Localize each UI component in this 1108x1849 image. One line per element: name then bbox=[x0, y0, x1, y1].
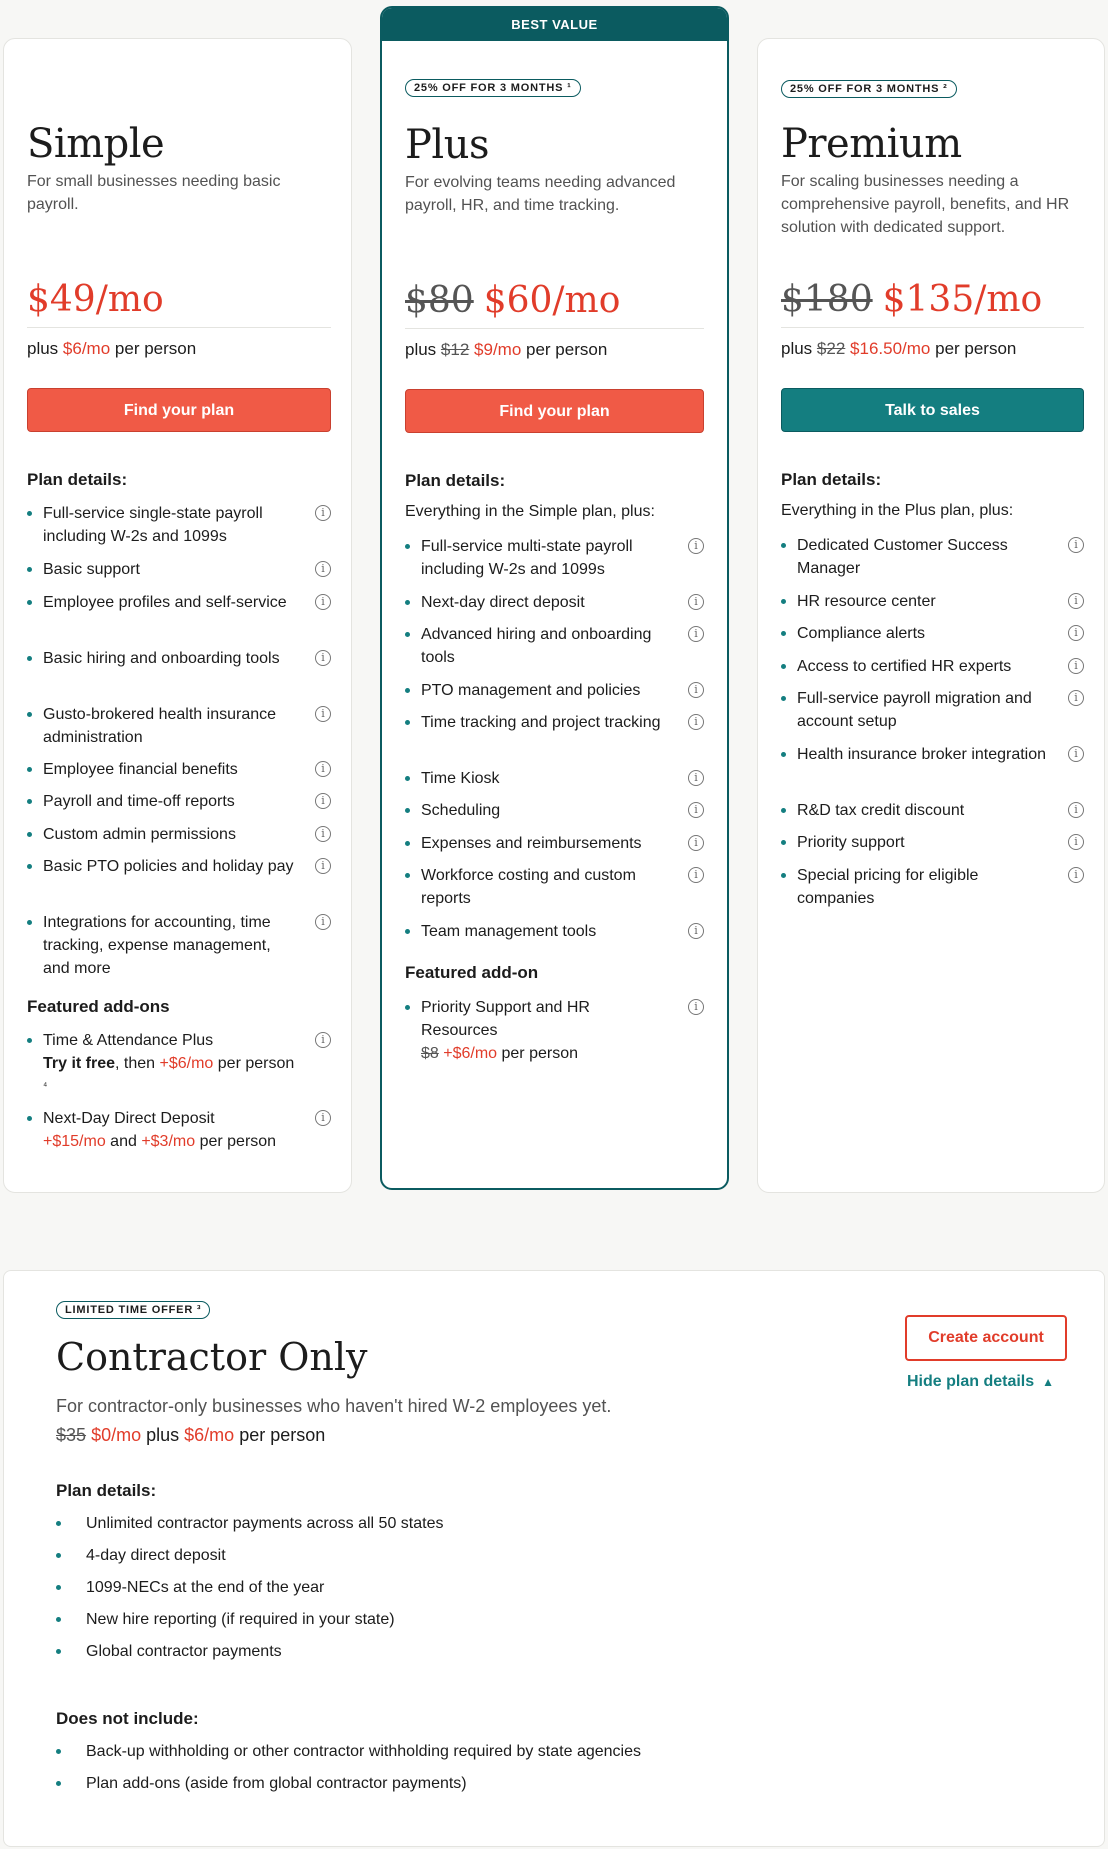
list-item: Priority support i bbox=[781, 831, 1084, 854]
info-circle-icon[interactable]: i bbox=[1068, 690, 1084, 706]
bullet-dot-icon bbox=[56, 1521, 61, 1526]
plan-details-heading: Plan details: bbox=[781, 470, 882, 489]
bullet-dot-icon bbox=[27, 511, 32, 516]
list-item: New hire reporting (if required in your state) bbox=[56, 1608, 443, 1640]
create-account-button[interactable]: Create account bbox=[905, 1315, 1067, 1361]
list-item: Employee financial benefits i bbox=[27, 758, 331, 781]
list-item: Unlimited contractor payments across all 50 states bbox=[56, 1512, 443, 1544]
contractor-subtitle: For contractor-only businesses who haven't hired W-2 employees yet. bbox=[56, 1396, 612, 1416]
list-item: Basic PTO policies and holiday pay i bbox=[27, 855, 331, 878]
bullet-dot-icon bbox=[781, 808, 786, 813]
plan-description: For scaling businesses needing a comprehensive payroll, benefits, and HR solution with dedicated support. bbox=[781, 173, 1070, 236]
plan-details-heading: Plan details: bbox=[56, 1481, 157, 1500]
info-circle-icon[interactable]: i bbox=[315, 761, 331, 777]
list-item: Next-Day Direct Deposit +$15/mo and +$3/mo per person i bbox=[27, 1107, 331, 1153]
info-circle-icon[interactable]: i bbox=[315, 561, 331, 577]
plan-price: $180 $135/mo bbox=[781, 279, 1043, 320]
bullet-dot-icon bbox=[781, 752, 786, 757]
plan-price: $80 $60/mo bbox=[405, 280, 621, 321]
list-item: 1099-NECs at the end of the year bbox=[56, 1576, 443, 1608]
list-item: Workforce costing and custom reports i bbox=[405, 864, 704, 910]
list-item: Special pricing for eligible companies i bbox=[781, 864, 1084, 910]
info-circle-icon[interactable]: i bbox=[1068, 593, 1084, 609]
bullet-dot-icon bbox=[27, 567, 32, 572]
info-circle-icon[interactable]: i bbox=[315, 858, 331, 874]
bullet-dot-icon bbox=[405, 544, 410, 549]
list-item: Access to certified HR experts i bbox=[781, 655, 1084, 678]
bullet-dot-icon bbox=[56, 1553, 61, 1558]
info-circle-icon[interactable]: i bbox=[688, 626, 704, 642]
bullet-dot-icon bbox=[27, 656, 32, 661]
plan-price: $49/mo bbox=[27, 279, 164, 320]
contractor-excludes-list bbox=[56, 1740, 641, 1804]
best-value-banner: BEST VALUE bbox=[382, 8, 727, 41]
info-circle-icon[interactable]: i bbox=[688, 867, 704, 883]
bullet-dot-icon bbox=[27, 799, 32, 804]
excludes-heading: Does not include: bbox=[56, 1709, 199, 1728]
info-circle-icon[interactable]: i bbox=[1068, 746, 1084, 762]
bullet-dot-icon bbox=[56, 1749, 61, 1754]
plan-name: Plus bbox=[405, 122, 489, 168]
info-circle-icon[interactable]: i bbox=[688, 538, 704, 554]
bullet-dot-icon bbox=[27, 1038, 32, 1043]
info-circle-icon[interactable]: i bbox=[688, 999, 704, 1015]
info-circle-icon[interactable]: i bbox=[315, 505, 331, 521]
bullet-dot-icon bbox=[405, 720, 410, 725]
info-circle-icon[interactable]: i bbox=[315, 793, 331, 809]
list-item: Time tracking and project tracking i bbox=[405, 711, 704, 734]
plan-intro: Everything in the Simple plan, plus: bbox=[405, 503, 655, 520]
list-item: Basic support i bbox=[27, 558, 331, 581]
bullet-dot-icon bbox=[405, 776, 410, 781]
list-item: Compliance alerts i bbox=[781, 622, 1084, 645]
list-item: Scheduling i bbox=[405, 799, 704, 822]
list-item: Time Kiosk i bbox=[405, 767, 704, 790]
info-circle-icon[interactable]: i bbox=[1068, 537, 1084, 553]
hide-plan-details-link[interactable]: Hide plan details ▲ bbox=[907, 1373, 1055, 1390]
list-item: HR resource center i bbox=[781, 590, 1084, 613]
list-item: R&D tax credit discount i bbox=[781, 799, 1084, 822]
list-item: Plan add-ons (aside from global contractor payments) bbox=[56, 1772, 641, 1804]
bullet-dot-icon bbox=[781, 543, 786, 548]
bullet-dot-icon bbox=[781, 873, 786, 878]
bullet-dot-icon bbox=[405, 873, 410, 878]
info-circle-icon[interactable]: i bbox=[688, 802, 704, 818]
bullet-dot-icon bbox=[27, 600, 32, 605]
bullet-dot-icon bbox=[56, 1781, 61, 1786]
list-item: Integrations for accounting, time tracking, expense management, and more i bbox=[27, 911, 331, 980]
discount-badge: 25% OFF FOR 3 MONTHS ¹ bbox=[405, 79, 581, 97]
bullet-dot-icon bbox=[405, 841, 410, 846]
bullet-dot-icon bbox=[405, 929, 410, 934]
list-item: Gusto-brokered health insurance administration i bbox=[27, 703, 331, 749]
info-circle-icon[interactable]: i bbox=[315, 594, 331, 610]
plan-card-plus bbox=[380, 6, 729, 1190]
plan-name: Simple bbox=[27, 121, 165, 167]
list-item: Full-service multi-state payroll including W-2s and 1099s i bbox=[405, 535, 704, 581]
bullet-dot-icon bbox=[781, 631, 786, 636]
info-circle-icon[interactable]: i bbox=[688, 835, 704, 851]
list-item: Full-service single-state payroll including W-2s and 1099s i bbox=[27, 502, 331, 548]
per-person-price: plus $22 $16.50/mo per person bbox=[781, 339, 1017, 358]
info-circle-icon[interactable]: i bbox=[688, 594, 704, 610]
list-item: Health insurance broker integration i bbox=[781, 743, 1084, 766]
info-circle-icon[interactable]: i bbox=[315, 1032, 331, 1048]
contractor-price: $35 $0/mo plus $6/mo per person bbox=[56, 1425, 326, 1445]
bullet-dot-icon bbox=[405, 808, 410, 813]
list-item: Payroll and time-off reports i bbox=[27, 790, 331, 813]
plan-description: For evolving teams needing advanced payroll, HR, and time tracking. bbox=[405, 174, 676, 214]
list-item: 4-day direct deposit bbox=[56, 1544, 443, 1576]
addons-heading: Featured add-ons bbox=[27, 997, 170, 1016]
plan-card-premium bbox=[757, 38, 1105, 1193]
bullet-dot-icon bbox=[27, 864, 32, 869]
plan-details-heading: Plan details: bbox=[27, 470, 128, 489]
bullet-dot-icon bbox=[27, 712, 32, 717]
info-circle-icon[interactable]: i bbox=[688, 714, 704, 730]
plan-details-heading: Plan details: bbox=[405, 471, 506, 490]
find-plan-button[interactable]: Find your plan bbox=[27, 388, 331, 432]
bullet-dot-icon bbox=[405, 688, 410, 693]
list-item: PTO management and policies i bbox=[405, 679, 704, 702]
list-item: Employee profiles and self-service i bbox=[27, 591, 331, 614]
per-person-price: plus $12 $9/mo per person bbox=[405, 340, 608, 359]
list-item: Expenses and reimbursements i bbox=[405, 832, 704, 855]
list-item: Time & Attendance Plus Try it free, then +$6/mo per person $^{^4}$ i bbox=[27, 1029, 331, 1102]
bullet-dot-icon bbox=[27, 832, 32, 837]
plan-description: For small businesses needing basic payroll. bbox=[27, 173, 281, 213]
bullet-dot-icon bbox=[405, 1005, 410, 1010]
info-circle-icon[interactable]: i bbox=[315, 1110, 331, 1126]
info-circle-icon[interactable]: i bbox=[1068, 625, 1084, 641]
bullet-dot-icon bbox=[27, 767, 32, 772]
plan-name: Premium bbox=[781, 121, 962, 167]
contractor-title: Contractor Only bbox=[56, 1335, 368, 1379]
info-circle-icon[interactable]: i bbox=[1068, 834, 1084, 850]
list-item: Dedicated Customer Success Manager i bbox=[781, 534, 1084, 580]
info-circle-icon[interactable]: i bbox=[315, 914, 331, 930]
find-plan-button[interactable]: Find your plan bbox=[405, 389, 704, 433]
bullet-dot-icon bbox=[781, 599, 786, 604]
bullet-dot-icon bbox=[56, 1649, 61, 1654]
plan-intro: Everything in the Plus plan, plus: bbox=[781, 502, 1014, 519]
list-item: Next-day direct deposit i bbox=[405, 591, 704, 614]
plan-card-simple bbox=[3, 38, 352, 1193]
chevron-up-icon: ▲ bbox=[1042, 1375, 1055, 1389]
list-item: Global contractor payments bbox=[56, 1640, 443, 1672]
info-circle-icon[interactable]: i bbox=[688, 682, 704, 698]
bullet-dot-icon bbox=[27, 1116, 32, 1121]
talk-to-sales-button[interactable]: Talk to sales bbox=[781, 388, 1084, 432]
info-circle-icon[interactable]: i bbox=[1068, 802, 1084, 818]
list-item: Team management tools i bbox=[405, 920, 704, 943]
info-circle-icon[interactable]: i bbox=[315, 706, 331, 722]
bullet-dot-icon bbox=[781, 696, 786, 701]
bullet-dot-icon bbox=[56, 1617, 61, 1622]
addons-heading: Featured add-on bbox=[405, 963, 539, 982]
bullet-dot-icon bbox=[781, 840, 786, 845]
list-item: Basic hiring and onboarding tools i bbox=[27, 647, 331, 670]
discount-badge: 25% OFF FOR 3 MONTHS ² bbox=[781, 80, 957, 98]
per-person-price: plus $6/mo per person bbox=[27, 339, 197, 358]
info-circle-icon[interactable]: i bbox=[1068, 658, 1084, 674]
info-circle-icon[interactable]: i bbox=[688, 770, 704, 786]
list-item: Custom admin permissions i bbox=[27, 823, 331, 846]
bullet-dot-icon bbox=[405, 632, 410, 637]
contractor-only-panel bbox=[3, 1270, 1105, 1847]
list-item: Priority Support and HR Resources $8 +$6/mo per person i bbox=[405, 996, 704, 1065]
bullet-dot-icon bbox=[56, 1585, 61, 1590]
list-item: Back-up withholding or other contractor withholding required by state agencies bbox=[56, 1740, 641, 1772]
info-circle-icon[interactable]: i bbox=[315, 826, 331, 842]
bullet-dot-icon bbox=[27, 920, 32, 925]
info-circle-icon[interactable]: i bbox=[688, 923, 704, 939]
info-circle-icon[interactable]: i bbox=[315, 650, 331, 666]
list-item: Full-service payroll migration and account setup i bbox=[781, 687, 1084, 733]
bullet-dot-icon bbox=[781, 664, 786, 669]
list-item: Advanced hiring and onboarding tools i bbox=[405, 623, 704, 669]
limited-offer-badge: LIMITED TIME OFFER ³ bbox=[56, 1301, 210, 1319]
contractor-feature-list bbox=[56, 1512, 443, 1672]
info-circle-icon[interactable]: i bbox=[1068, 867, 1084, 883]
bullet-dot-icon bbox=[405, 600, 410, 605]
